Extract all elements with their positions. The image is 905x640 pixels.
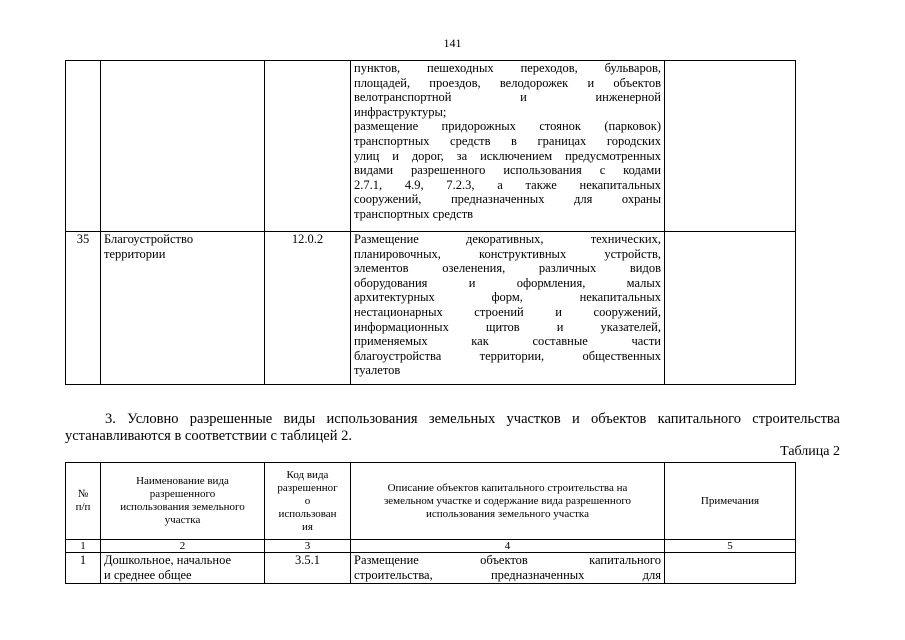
table-row bbox=[66, 553, 796, 584]
desc-line: инфраструктуры; bbox=[354, 104, 447, 119]
col-number: 3 bbox=[265, 540, 351, 553]
header-line: № bbox=[77, 488, 89, 500]
desc-line: 2.7.1, 4.9, 7.2.3, а также некапитальных bbox=[354, 177, 661, 192]
cell-notes bbox=[665, 61, 796, 232]
header-line: использован bbox=[278, 507, 337, 520]
table-caption: Таблица 2 bbox=[780, 444, 840, 459]
header-line: использования земельного участка bbox=[426, 507, 589, 520]
conditional-uses-table bbox=[65, 462, 796, 584]
name-line: Дошкольное, начальное bbox=[104, 553, 232, 567]
cell-num: 35 bbox=[66, 232, 101, 385]
cell-num: 1 bbox=[66, 553, 101, 584]
cell-notes bbox=[665, 553, 796, 584]
header-notes bbox=[665, 463, 796, 540]
header-code bbox=[265, 463, 351, 540]
col-number: 4 bbox=[351, 540, 665, 553]
name-line: и среднее общее bbox=[104, 567, 192, 582]
table-row bbox=[66, 232, 796, 385]
header-line: разрешенног bbox=[277, 481, 338, 494]
cell-description bbox=[351, 232, 665, 385]
name-line: территории bbox=[104, 246, 166, 261]
cell-name bbox=[101, 232, 265, 385]
table-row bbox=[66, 61, 796, 232]
permitted-uses-table-continued bbox=[65, 60, 796, 385]
desc-line: информационных щитов и указателей, bbox=[354, 319, 661, 334]
desc-line: сооружений, предназначенных для охраны bbox=[354, 192, 661, 207]
desc-line: видами разрешенного использования с кодами bbox=[354, 163, 661, 178]
header-line: п/п bbox=[75, 501, 91, 513]
desc-line: площадей, проездов, велодорожек и объектов bbox=[354, 75, 661, 90]
header-num bbox=[66, 463, 101, 540]
cell-code: 12.0.2 bbox=[265, 232, 351, 385]
col-number: 1 bbox=[66, 540, 101, 553]
desc-line: улиц и дорог, за исключением предусмотренных bbox=[354, 148, 661, 163]
desc-line: строительства, предназначенных для bbox=[354, 567, 661, 582]
header-line: использования земельного bbox=[120, 501, 245, 513]
cell-num bbox=[66, 61, 101, 232]
desc-line: Размещение декоративных, технических, bbox=[354, 232, 661, 246]
cell-notes bbox=[665, 232, 796, 385]
desc-line: планировочных, конструктивных устройств, bbox=[354, 246, 661, 261]
desc-line: применяемых как составные части bbox=[354, 334, 661, 349]
header-line: ия bbox=[302, 520, 313, 533]
cell-name bbox=[101, 61, 265, 232]
header-description bbox=[351, 463, 665, 540]
header-line: Код вида bbox=[286, 468, 329, 481]
desc-line: нестационарных строений и сооружений, bbox=[354, 304, 661, 319]
header-line: Наименование вида bbox=[136, 475, 229, 487]
cell-description bbox=[351, 553, 665, 584]
header-name bbox=[101, 463, 265, 540]
desc-line: оборудования и оформления, малых bbox=[354, 275, 661, 290]
header-line: земельном участке и содержание вида разрешенного bbox=[383, 494, 632, 507]
desc-line: транспортных средств bbox=[354, 206, 474, 221]
name-line: Благоустройство bbox=[104, 232, 194, 246]
col-number: 5 bbox=[665, 540, 796, 553]
header-line: Примечания bbox=[700, 494, 760, 507]
header-line: Описание объектов капитального строительства на bbox=[387, 481, 628, 494]
cell-code bbox=[265, 61, 351, 232]
desc-line: транспортных средств в границах городских bbox=[354, 133, 661, 148]
desc-line: пунктов, пешеходных переходов, бульваров, bbox=[354, 61, 661, 75]
desc-line: Размещение объектов капитального bbox=[354, 553, 661, 567]
header-line: о bbox=[304, 494, 311, 507]
header-line: участка bbox=[164, 514, 201, 526]
cell-name bbox=[101, 553, 265, 584]
desc-line: размещение придорожных стоянок (парковок) bbox=[354, 119, 661, 134]
table-header-row bbox=[66, 463, 796, 540]
column-number-row bbox=[66, 540, 796, 553]
desc-line: туалетов bbox=[354, 363, 401, 378]
col-number: 2 bbox=[101, 540, 265, 553]
desc-line: архитектурных форм, некапитальных bbox=[354, 290, 661, 305]
page-number: 141 bbox=[443, 36, 462, 50]
section-paragraph: 3. Условно разрешенные виды использования земельных участков и объектов капитального строительства устанавливаются в соответствии с таблицей 2. bbox=[65, 411, 840, 444]
desc-line: элементов озеленения, различных видов bbox=[354, 261, 661, 276]
cell-description bbox=[351, 61, 665, 232]
desc-line: благоустройства территории, общественных bbox=[354, 348, 661, 363]
header-line: разрешенного bbox=[149, 488, 216, 500]
desc-line: велотранспортной и инженерной bbox=[354, 90, 661, 105]
cell-code: 3.5.1 bbox=[265, 553, 351, 584]
